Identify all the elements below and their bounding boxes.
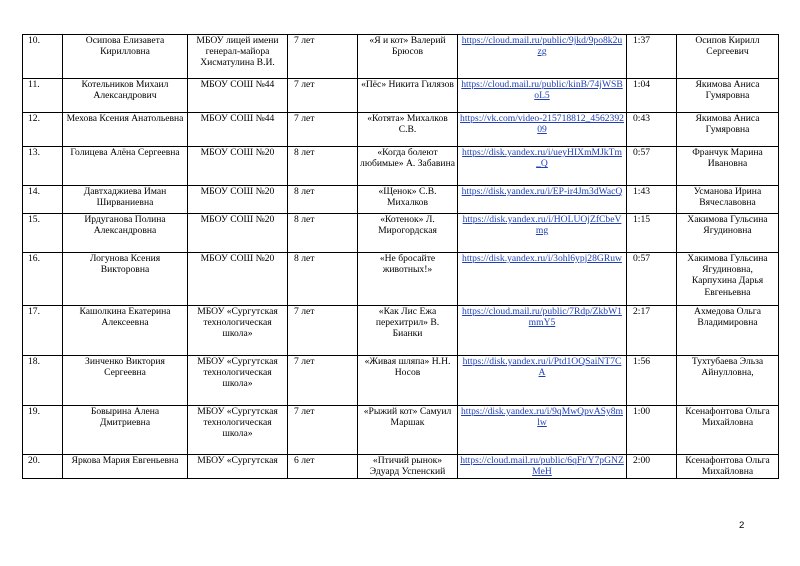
age-cell: 7 лет [288,79,358,113]
participant-name-cell: Кашолкина Екатерина Алексеевна [63,306,188,356]
school-cell: МБОУ СОШ №20 [188,214,288,253]
work-title-cell: «Я и кот» Валерий Брюсов [358,35,458,79]
school-cell: МБОУ «Сургутская [188,455,288,479]
duration-cell: 0:43 [627,113,677,147]
page-number: 2 [739,520,745,531]
work-title-cell: «Живая шляпа» Н.Н. Носов [358,356,458,406]
row-number-cell: 18. [23,356,63,406]
school-cell: МБОУ «Сургутская технологическая школа» [188,306,288,356]
age-cell: 6 лет [288,455,358,479]
participant-name-cell: Зинченко Виктория Сергеевна [63,356,188,406]
school-cell: МБОУ «Сургутская технологическая школа» [188,406,288,455]
age-cell: 7 лет [288,35,358,79]
age-cell: 8 лет [288,214,358,253]
work-title-cell: «Пёс» Никита Гилязов [358,79,458,113]
duration-cell: 1:04 [627,79,677,113]
teacher-cell: Усманова Ирина Вячеславовна [677,186,779,214]
teacher-cell: Ксенафонтова Ольга Михайловна [677,406,779,455]
participant-name-cell: Логунова Ксения Викторовна [63,253,188,306]
table-row [23,147,779,186]
row-number-cell: 20. [23,455,63,479]
video-link[interactable]: https://cloud.mail.ru/public/6qFt/Y7pGNZMeH [458,455,627,479]
teacher-cell: Франчук Марина Ивановна [677,147,779,186]
age-cell: 8 лет [288,186,358,214]
school-cell: МБОУ СОШ №20 [188,186,288,214]
video-link[interactable]: https://disk.yandex.ru/i/3ohl6ypj28GRuw [458,253,627,306]
row-number-cell: 17. [23,306,63,356]
age-cell: 8 лет [288,253,358,306]
work-title-cell: «Как Лис Ежа перехитрил» В. Бианки [358,306,458,356]
duration-cell: 1:43 [627,186,677,214]
row-number-cell: 14. [23,186,63,214]
table-row [23,113,779,147]
video-link[interactable]: https://disk.yandex.ru/i/Ptd1OQSaiNT7CA [458,356,627,406]
row-number-cell: 10. [23,35,63,79]
teacher-cell: Тухтубаева Эльза Айнулловна, [677,356,779,406]
school-cell: МБОУ СОШ №20 [188,253,288,306]
teacher-cell: Якимова Аниса Гумяровна [677,113,779,147]
table-row [23,306,779,356]
work-title-cell: «Котята» Михалков С.В. [358,113,458,147]
row-number-cell: 19. [23,406,63,455]
teacher-cell: Осипов Кирилл Сергеевич [677,35,779,79]
teacher-cell: Якимова Аниса Гумяровна [677,79,779,113]
school-cell: МБОУ СОШ №44 [188,113,288,147]
participant-name-cell: Давтхаджиева Иман Ширваниевна [63,186,188,214]
table-row [23,214,779,253]
participant-name-cell: Бовырина Алена Дмитриевна [63,406,188,455]
participant-name-cell: Осипова Елизавета Кирилловна [63,35,188,79]
duration-cell: 1:56 [627,356,677,406]
participant-name-cell: Яркова Мария Евгеньевна [63,455,188,479]
table-row [23,186,779,214]
duration-cell: 1:15 [627,214,677,253]
video-link[interactable]: https://disk.yandex.ru/i/HOLUOjZfCbeVmg [458,214,627,253]
table-row [23,79,779,113]
participants-table [22,34,779,479]
participant-name-cell: Котельников Михаил Александрович [63,79,188,113]
video-link[interactable]: https://disk.yandex.ru/i/9qMwQpvASy8mlw [458,406,627,455]
video-link[interactable]: https://disk.yandex.ru/i/EP-ir4Jm3dWacQ [458,186,627,214]
teacher-cell: Ахмедова Ольга Владимировна [677,306,779,356]
participant-name-cell: Мехова Ксения Анатольевна [63,113,188,147]
video-link[interactable]: https://disk.yandex.ru/i/ueyHIXmMJkTm_Q [458,147,627,186]
school-cell: МБОУ «Сургутская технологическая школа» [188,356,288,406]
work-title-cell: «Когда болеют любимые» А. Забавина [358,147,458,186]
table-row [23,406,779,455]
row-number-cell: 12. [23,113,63,147]
school-cell: МБОУ лицей имени генерал-майора Хисматулина В.И. [188,35,288,79]
video-link[interactable]: https://cloud.mail.ru/public/9jkd/9po8k2uzg [458,35,627,79]
work-title-cell: «Птичий рынок» Эдуард Успенский [358,455,458,479]
row-number-cell: 13. [23,147,63,186]
table-row [23,356,779,406]
table-row [23,253,779,306]
video-link[interactable]: https://cloud.mail.ru/public/kinB/74jWSBoL5 [458,79,627,113]
teacher-cell: Хакимова Гульсина Ягудиновна, Карпухина Дарья Евгеньевна [677,253,779,306]
row-number-cell: 11. [23,79,63,113]
participant-name-cell: Ирдуганова Полина Александровна [63,214,188,253]
age-cell: 7 лет [288,356,358,406]
duration-cell: 1:37 [627,35,677,79]
age-cell: 7 лет [288,306,358,356]
teacher-cell: Хакимова Гульсина Ягудиновна [677,214,779,253]
table-row [23,455,779,479]
school-cell: МБОУ СОШ №44 [188,79,288,113]
duration-cell: 1:00 [627,406,677,455]
work-title-cell: «Щенок» С.В. Михалков [358,186,458,214]
work-title-cell: «Рыжий кот» Самуил Маршак [358,406,458,455]
row-number-cell: 15. [23,214,63,253]
duration-cell: 0:57 [627,253,677,306]
participant-name-cell: Голицева Алёна Сергеевна [63,147,188,186]
work-title-cell: «Котенок» Л. Мирогордская [358,214,458,253]
work-title-cell: «Не бросайте животных!» [358,253,458,306]
duration-cell: 2:17 [627,306,677,356]
duration-cell: 0:57 [627,147,677,186]
row-number-cell: 16. [23,253,63,306]
school-cell: МБОУ СОШ №20 [188,147,288,186]
age-cell: 8 лет [288,147,358,186]
table-row [23,35,779,79]
duration-cell: 2:00 [627,455,677,479]
video-link[interactable]: https://cloud.mail.ru/public/7Rdp/ZkbW1mmY5 [458,306,627,356]
teacher-cell: Ксенафонтова Ольга Михайловна [677,455,779,479]
video-link[interactable]: https://vk.com/video-215718812_456239209 [458,113,627,147]
age-cell: 7 лет [288,113,358,147]
age-cell: 7 лет [288,406,358,455]
